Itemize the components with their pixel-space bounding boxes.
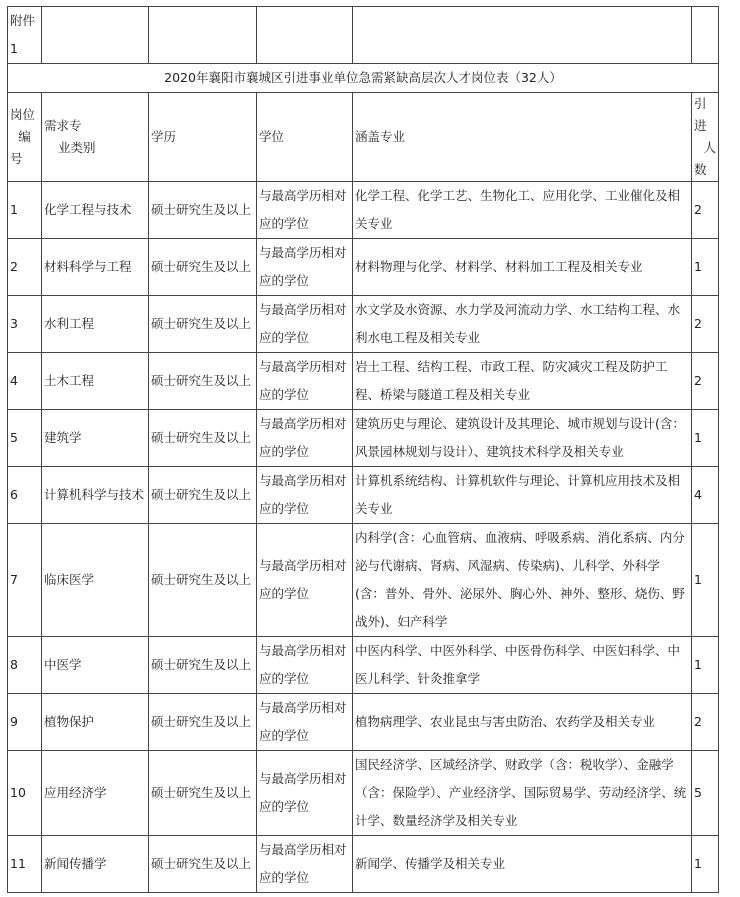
covered-majors: 内科学(含：心血管病、血液病、呼吸系病、消化系病、内分泌与代谢病、肾病、风湿病、传染病)、儿科学、外科学(含：普外、骨外、泌尿外、胸心外、神外、整形、烧伤、野战外)、妇产科学 <box>353 524 692 637</box>
degree: 与最高学历相对应的学位 <box>257 751 353 836</box>
post-no: 1 <box>8 182 42 239</box>
education: 硕士研究生及以上 <box>149 182 257 239</box>
header-major-category-line1: 需求专 <box>44 118 82 133</box>
table-row <box>8 467 719 524</box>
title-row <box>8 64 719 93</box>
degree: 与最高学历相对应的学位 <box>257 467 353 524</box>
degree: 与最高学历相对应的学位 <box>257 836 353 893</box>
post-no: 3 <box>8 296 42 353</box>
header-degree: 学位 <box>257 93 353 182</box>
header-post-no-line3: 号 <box>10 151 23 166</box>
header-post-no-line1: 岗位 <box>10 107 36 122</box>
table-row <box>8 751 719 836</box>
education: 硕士研究生及以上 <box>149 467 257 524</box>
degree: 与最高学历相对应的学位 <box>257 637 353 694</box>
covered-majors: 计算机系统结构、计算机软件与理论、计算机应用技术及相关专业 <box>353 467 692 524</box>
post-no: 5 <box>8 410 42 467</box>
header-count-line2: 人 <box>703 140 716 155</box>
major-category: 临床医学 <box>42 524 149 637</box>
table-row <box>8 410 719 467</box>
post-no: 4 <box>8 353 42 410</box>
table-row <box>8 637 719 694</box>
post-no: 2 <box>8 239 42 296</box>
count: 1 <box>692 637 719 694</box>
covered-majors: 化学工程、化学工艺、生物化工、应用化学、工业催化及相关专业 <box>353 182 692 239</box>
table-row <box>8 836 719 893</box>
major-category: 新闻传播学 <box>42 836 149 893</box>
covered-majors: 水文学及水资源、水力学及河流动力学、水工结构工程、水利水电工程及相关专业 <box>353 296 692 353</box>
education: 硕士研究生及以上 <box>149 353 257 410</box>
empty-cell <box>353 7 692 64</box>
covered-majors: 植物病理学、农业昆虫与害虫防治、农药学及相关专业 <box>353 694 692 751</box>
header-row <box>8 93 719 182</box>
education: 硕士研究生及以上 <box>149 637 257 694</box>
count: 2 <box>692 694 719 751</box>
degree: 与最高学历相对应的学位 <box>257 182 353 239</box>
covered-majors: 国民经济学、区域经济学、财政学（含：税收学）、金融学（含：保险学）、产业经济学、国际贸易学、劳动经济学、统计学、数量经济学及相关专业 <box>353 751 692 836</box>
post-no: 7 <box>8 524 42 637</box>
covered-majors: 材料物理与化学、材料学、材料加工工程及相关专业 <box>353 239 692 296</box>
education: 硕士研究生及以上 <box>149 239 257 296</box>
major-category: 土木工程 <box>42 353 149 410</box>
post-no: 8 <box>8 637 42 694</box>
education: 硕士研究生及以上 <box>149 524 257 637</box>
count: 1 <box>692 239 719 296</box>
post-no: 6 <box>8 467 42 524</box>
table-row <box>8 296 719 353</box>
count: 1 <box>692 524 719 637</box>
table-row <box>8 182 719 239</box>
count: 1 <box>692 410 719 467</box>
covered-majors: 新闻学、传播学及相关专业 <box>353 836 692 893</box>
count: 1 <box>692 836 719 893</box>
major-category: 应用经济学 <box>42 751 149 836</box>
table-title: 2020年襄阳市襄城区引进事业单位急需紧缺高层次人才岗位表（32人） <box>8 64 719 93</box>
covered-majors: 建筑历史与理论、建筑设计及其理论、城市规划与设计(含：风景园林规划与设计）、建筑技术科学及相关专业 <box>353 410 692 467</box>
table-row <box>8 694 719 751</box>
annex-label-line2: 1 <box>10 41 18 56</box>
degree: 与最高学历相对应的学位 <box>257 524 353 637</box>
education: 硕士研究生及以上 <box>149 410 257 467</box>
empty-cell <box>692 7 719 64</box>
major-category: 水利工程 <box>42 296 149 353</box>
annex-label <box>8 7 42 64</box>
header-post-no-line2: 编 <box>18 129 31 144</box>
degree: 与最高学历相对应的学位 <box>257 353 353 410</box>
header-major-category-line2: 业类别 <box>58 140 96 155</box>
education: 硕士研究生及以上 <box>149 751 257 836</box>
talent-post-table <box>7 6 719 893</box>
empty-cell <box>42 7 149 64</box>
header-covered-majors: 涵盖专业 <box>353 93 692 182</box>
covered-majors: 中医内科学、中医外科学、中医骨伤科学、中医妇科学、中医儿科学、针灸推拿学 <box>353 637 692 694</box>
post-no: 9 <box>8 694 42 751</box>
major-category: 建筑学 <box>42 410 149 467</box>
major-category: 材料科学与工程 <box>42 239 149 296</box>
education: 硕士研究生及以上 <box>149 836 257 893</box>
count: 2 <box>692 182 719 239</box>
covered-majors: 岩土工程、结构工程、市政工程、防灾减灾工程及防护工程、桥梁与隧道工程及相关专业 <box>353 353 692 410</box>
header-count <box>692 93 719 182</box>
education: 硕士研究生及以上 <box>149 694 257 751</box>
annex-row <box>8 7 719 64</box>
table-row <box>8 524 719 637</box>
education: 硕士研究生及以上 <box>149 296 257 353</box>
major-category: 化学工程与技术 <box>42 182 149 239</box>
post-no: 10 <box>8 751 42 836</box>
empty-cell <box>149 7 257 64</box>
header-education: 学历 <box>149 93 257 182</box>
table-row <box>8 239 719 296</box>
major-category: 计算机科学与技术 <box>42 467 149 524</box>
header-major-category <box>42 93 149 182</box>
count: 2 <box>692 353 719 410</box>
degree: 与最高学历相对应的学位 <box>257 239 353 296</box>
major-category: 植物保护 <box>42 694 149 751</box>
empty-cell <box>257 7 353 64</box>
degree: 与最高学历相对应的学位 <box>257 296 353 353</box>
count: 5 <box>692 751 719 836</box>
count: 2 <box>692 296 719 353</box>
header-count-line3: 数 <box>694 162 707 177</box>
table-row <box>8 353 719 410</box>
degree: 与最高学历相对应的学位 <box>257 694 353 751</box>
post-no: 11 <box>8 836 42 893</box>
major-category: 中医学 <box>42 637 149 694</box>
degree: 与最高学历相对应的学位 <box>257 410 353 467</box>
header-post-no <box>8 93 42 182</box>
header-count-line1: 引进 <box>694 96 707 133</box>
annex-label-line1: 附件 <box>10 13 36 28</box>
count: 4 <box>692 467 719 524</box>
